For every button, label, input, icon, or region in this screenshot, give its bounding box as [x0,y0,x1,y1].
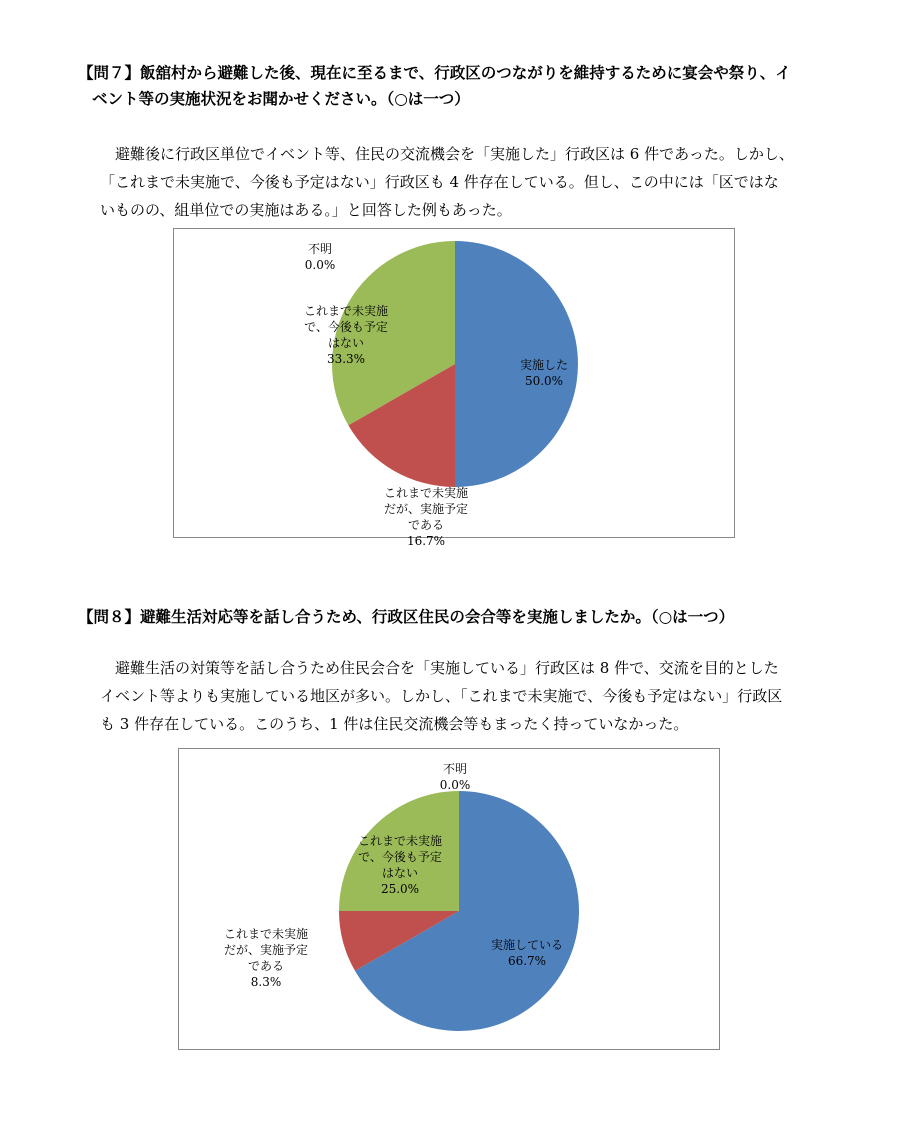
pie-slice-label: これまで未実施で、今後も予定はない 25.0% [357,834,443,896]
question-7-para-line: 「これまで未実施で、今後も予定はない」行政区も 4 件存在している。但し、この中には「区ではな [100,173,779,191]
pie-slice-label: これまで未実施だが、実施予定である 16.7% [383,486,469,548]
question-7-para-line: いものの、組単位での実施はある。」と回答した例もあった。 [100,201,512,219]
question-8-title [78,604,838,630]
pie-chart-q7-svg [174,229,734,548]
pie-slice-label: 実施している 66.7% [490,938,564,968]
question-7-title-line1: 【問７】飯舘村から避難した後、現在に至るまで、行政区のつながりを維持するために宴会や祭り、イ [78,64,791,82]
pie-slice-label: これまで未実施で、今後も予定はない 33.3% [303,304,389,366]
pie-slice-label: これまで未実施だが、実施予定である 8.3% [223,927,309,989]
pie-slice-label: 実施した 50.0% [519,358,569,388]
question-7-title-line2: ベント等の実施状況をお聞かせください。（○は一つ） [92,90,470,108]
question-8-para-line: 避難生活の対策等を話し合うため住民会合を「実施している」行政区は 8 件で、交流を目的とした [115,659,779,677]
pie-chart-q7 [173,228,735,548]
pie-chart-q8-svg [179,749,719,1049]
pie-slice-label: 不明 0.0% [439,762,471,792]
question-7-paragraph [100,140,840,224]
pie-chart-q8 [178,748,720,1050]
question-8-paragraph [100,654,840,738]
question-7-title [78,60,838,112]
question-8-title-line1: 【問８】避難生活対応等を話し合うため、行政区住民の会合等を実施しましたか。（○は一つ） [78,608,735,626]
pie-slice-label: 不明 0.0% [304,242,336,272]
question-8-para-line: も 3 件存在している。このうち、1 件は住民交流機会等もまったく持っていなかった。 [100,715,689,733]
question-8-para-line: イベント等よりも実施している地区が多い。しかし、「これまで未実施で、今後も予定はない」行政区 [100,687,783,705]
question-7-para-line: 避難後に行政区単位でイベント等、住民の交流機会を「実施した」行政区は 6 件であった。しかし、 [115,145,794,163]
